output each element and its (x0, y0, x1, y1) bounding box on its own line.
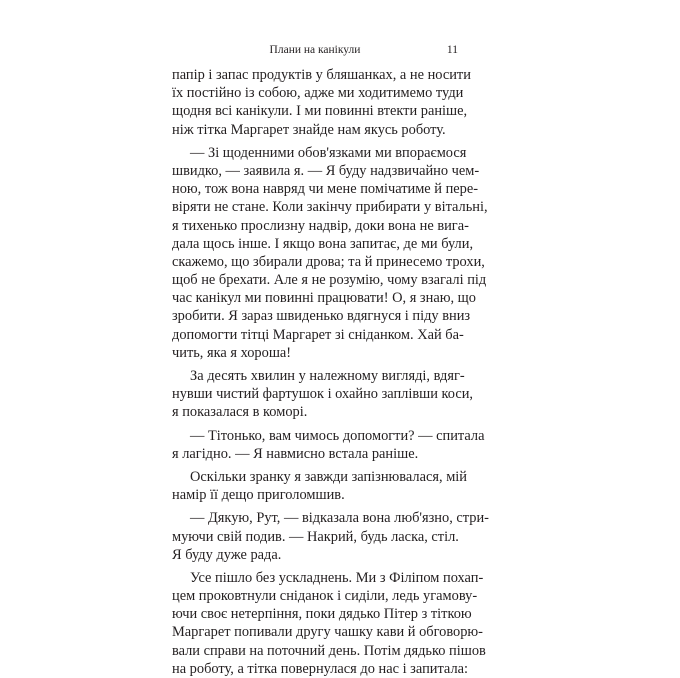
text-line: скажемо, що збирали дрова; та й принесемо трохи, (172, 253, 485, 270)
text-line: За десять хвилин у належному вигляді, вдяг- (190, 368, 465, 384)
text-line: Усе пішло без ускладнень. Ми з Філіпом похап- (190, 569, 484, 586)
text-line: допомогти тітці Маргарет зі сніданком. Хай ба- (172, 326, 464, 343)
text-line: час канікул ми повинні працювати! О, я знаю, що (172, 290, 476, 307)
running-title: Плани на канікули (269, 44, 361, 56)
paragraph (172, 66, 471, 139)
text-line: Я буду дуже рада. (172, 546, 282, 563)
text-line: чить, яка я хороша! (172, 344, 292, 361)
page-number: 11 (446, 44, 458, 56)
text-line: на роботу, а тітка повернулася до нас і запитала: (172, 660, 469, 677)
text-line: — Зі щоденними обов'язками ми впораємося (190, 144, 467, 161)
text-line: ючи своє нетерпіння, поки дядько Пітер з тіткою (172, 606, 472, 623)
text-line: муючи свій подив. — Накрий, будь ласка, стіл. (172, 528, 459, 545)
text-line: цем проковтнули сніданок і сиділи, ледь угамову- (172, 588, 478, 605)
paragraph (172, 569, 486, 678)
text-line: я лагідно. — Я навмисно встала раніше. (172, 445, 419, 462)
text-line: намір її дещо приголомшив. (172, 487, 345, 504)
text-line: Маргарет попивали другу чашку кави й обговорю- (172, 624, 483, 641)
paragraph (172, 427, 485, 463)
text-line: нувши чистий фартушок і охайно заплівши коси, (172, 386, 474, 403)
text-line: дала щось інше. І якщо вона запитає, де ми були, (172, 235, 474, 252)
running-head (172, 44, 458, 60)
text-line: швидко, — заявила я. — Я буду надзвичайно чем- (172, 162, 480, 179)
body-text (172, 66, 489, 678)
text-line: ніж тітка Маргарет знайде нам якусь роботу. (172, 121, 446, 138)
text-line: папір і запас продуктів у бляшанках, а не носити (172, 67, 471, 83)
text-line: вали справи на поточний день. Потім дядько пішов (172, 642, 486, 659)
text-line: зробити. Я зараз швиденько вдягнуся і піду вниз (172, 308, 471, 325)
text-line: я показалася в коморі. (172, 404, 308, 421)
text-line: ною, тож вона навряд чи мене помічатиме й пере- (172, 181, 479, 198)
paragraph (172, 509, 489, 564)
paragraph (172, 367, 474, 422)
text-line: щоб не брехати. Але я не розумію, чому взагалі під (172, 272, 487, 289)
text-line: — Дякую, Рут, — відказала вона люб'язно, стри- (190, 510, 489, 527)
text-line: віряти не стане. Коли закінчу прибирати у вітальні, (172, 199, 488, 216)
text-line: їх постійно із собою, адже ми ходитимемо туди (172, 85, 464, 102)
text-line: я тихенько прослизну надвір, доки вона не вига- (172, 217, 469, 234)
text-line: Оскільки зранку я завжди запізнювалася, мій (190, 468, 467, 485)
text-line: щодня всі канікули. І ми повинні втекти раніше, (172, 103, 468, 120)
paragraph (172, 468, 467, 504)
paragraph (172, 144, 488, 362)
text-line: — Тітонько, вам чимось допомогти? — спитала (190, 427, 485, 444)
